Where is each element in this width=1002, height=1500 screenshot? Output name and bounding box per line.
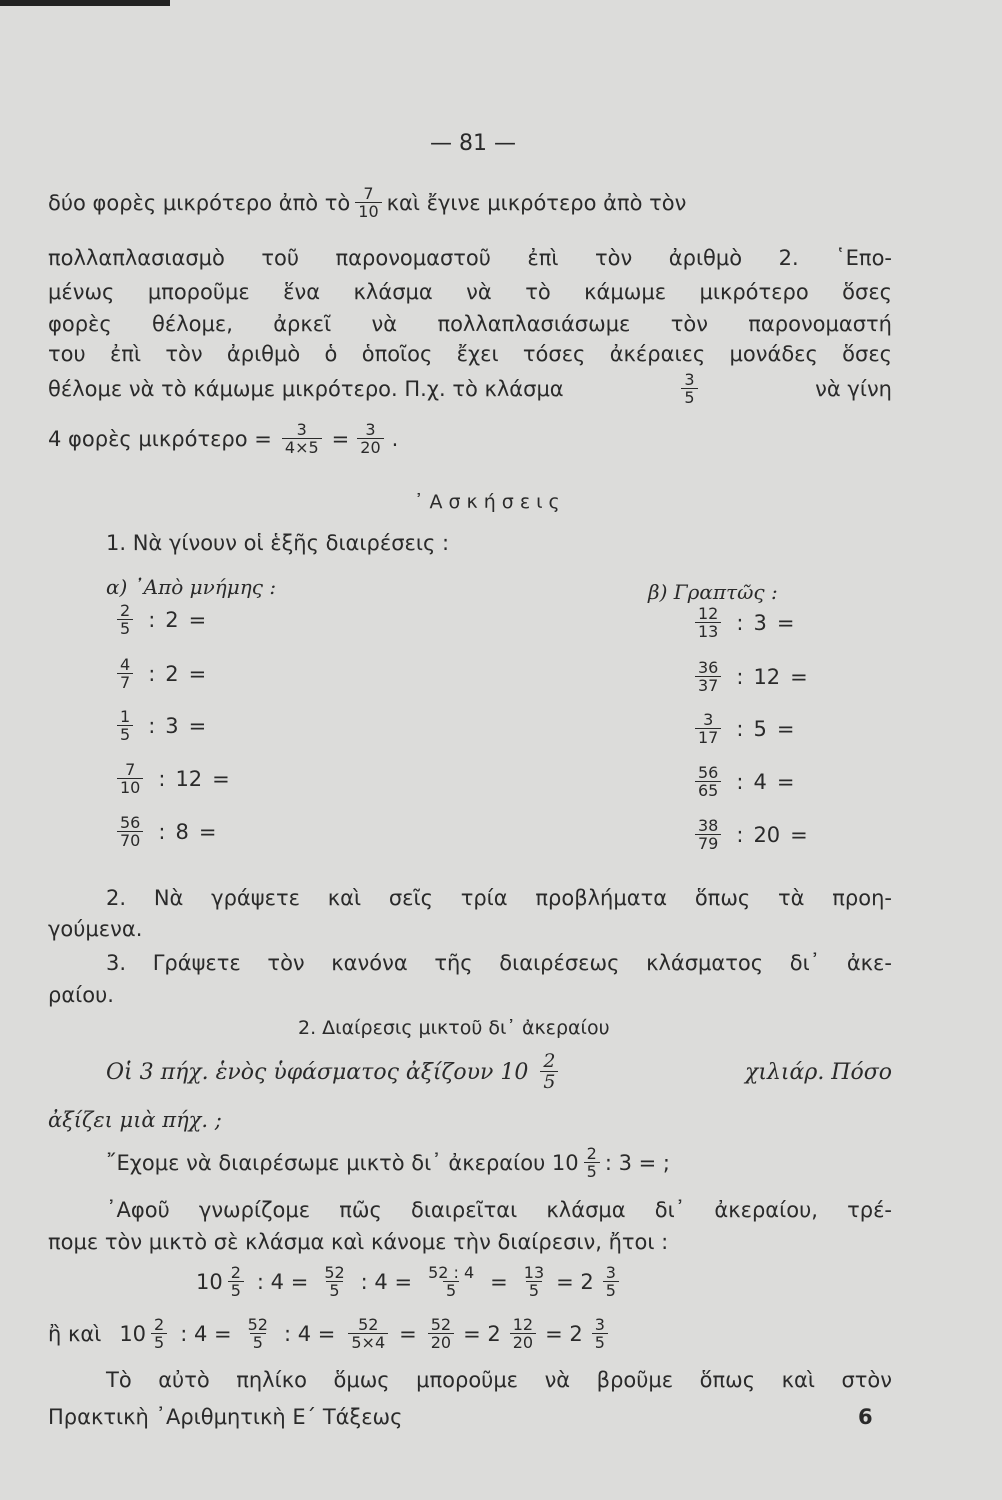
exercise-b-row-1: $\frac{12}{13}$ : 3 = bbox=[690, 606, 804, 640]
exercise-b-row-3: $\frac{3}{17}$ : 5 = bbox=[690, 712, 804, 746]
problem-line-2: ἀξίζει μιὰ πήχ. ; bbox=[48, 1108, 222, 1132]
fraction-3-5: $\frac{3}{5}$ bbox=[681, 372, 697, 406]
exercise-1: 1. Νὰ γίνουν οἱ ἑξῆς διαιρέσεις : bbox=[106, 531, 450, 555]
fraction: $\frac{38}{79}$ bbox=[695, 818, 721, 852]
fraction: $\frac{56}{65}$ bbox=[695, 765, 721, 799]
fraction: $\frac{52}{5}$ bbox=[324, 1263, 345, 1300]
calculation-2: ἢ καὶ 10 $\frac{2}{5}$ : 4 = $\frac{52}{5}$ : 4 = $\frac{52}{5\times 4}$ = $\frac{52}{20}$ = 2 $\frac{12}{20}$ = 2 $\frac{3}{5}$ bbox=[48, 1317, 613, 1351]
exercise-3-line-1: 3. Γράψετε τὸν κανόνα τῆς διαιρέσεως κλάσματος δι᾽ ἀκε- bbox=[106, 951, 892, 975]
exercise-b-row-4: $\frac{56}{65}$ : 4 = bbox=[690, 765, 804, 799]
fraction: $\frac{7}{10}$ bbox=[117, 762, 143, 796]
column-b-label: β) Γραπτῶς : bbox=[648, 580, 778, 604]
fraction: $\frac{36}{37}$ bbox=[695, 660, 721, 694]
calculation-1: 10 $\frac{2}{5}$ : 4 = $\frac{52}{5}$ : 4 = $\frac{52 : 4}{5}$ = $\frac{13}{5}$ = 2 $\frac{3}{5}$ bbox=[196, 1265, 624, 1299]
exercises-heading: ᾽Ασκήσεις bbox=[414, 491, 566, 513]
fraction-3-4x5: $\frac{3}{4\times 5}$ bbox=[282, 422, 322, 456]
intro-line-2: πολλαπλασιασμὸ τοῦ παρονομαστοῦ ἐπὶ τὸν ἀριθμὸ 2. ῾Επο- bbox=[48, 246, 892, 270]
fraction: $\frac{4}{7}$ bbox=[117, 657, 133, 691]
column-a-label: α) ᾽Απὸ μνήμης : bbox=[106, 575, 277, 599]
fraction: $\frac{3}{5}$ bbox=[592, 1317, 608, 1351]
fraction: $\frac{52}{5\times 4}$ bbox=[348, 1317, 388, 1351]
fraction: $\frac{12}{13}$ bbox=[695, 606, 721, 640]
page-number: — 81 — bbox=[430, 131, 516, 156]
intro-line-7: 4 φορὲς μικρότερο = $\frac{3}{4\times 5}$ = $\frac{3}{20}$ . bbox=[48, 420, 399, 457]
footer-title: Πρακτικὴ ᾽Αριθμητικὴ Ε´ Τάξεως bbox=[48, 1405, 403, 1429]
fraction-2-5: $\frac{2}{5}$ bbox=[540, 1052, 558, 1092]
have-line: ῎Εχομε νὰ διαιρέσωμε μικτὸ δι᾽ ἀκεραίου 10 $\frac{2}{5}$ : 3 = ; bbox=[106, 1144, 670, 1181]
since-line-2: πομε τὸν μικτὸ σὲ κλάσμα καὶ κάνομε τὴν διαίρεσιν, ἤτοι : bbox=[48, 1230, 669, 1254]
since-line-1: ᾽Αφοῦ γνωρίζομε πῶς διαιρεῖται κλάσμα δι᾽ ἀκεραίου, τρέ- bbox=[106, 1198, 892, 1222]
fraction-2-5: $\frac{2}{5}$ bbox=[584, 1146, 600, 1180]
fraction: $\frac{2}{5}$ bbox=[117, 603, 133, 637]
fraction: $\frac{52}{20}$ bbox=[428, 1317, 454, 1351]
intro-line-4: φορὲς θέλομε, ἀρκεῖ νὰ πολλαπλασιάσωμε τὸν παρονομαστή bbox=[48, 312, 892, 336]
fraction: $\frac{56}{70}$ bbox=[117, 815, 143, 849]
fraction: $\frac{52 : 4}{5}$ bbox=[428, 1263, 475, 1300]
fraction: $\frac{2}{5}$ bbox=[228, 1265, 244, 1299]
fraction: $\frac{3}{17}$ bbox=[695, 712, 721, 746]
exercise-a-row-4: $\frac{7}{10}$ : 12 = bbox=[112, 762, 240, 796]
fraction: $\frac{3}{5}$ bbox=[603, 1265, 619, 1299]
exercise-a-row-1: $\frac{2}{5}$ : 2 = bbox=[112, 603, 216, 637]
fraction: $\frac{12}{20}$ bbox=[510, 1317, 536, 1351]
intro-line-5: του ἐπὶ τὸν ἀριθμὸ ὁ ὁποῖος ἔχει τόσες ἀκέραιες μονάδες ὅσες bbox=[48, 342, 892, 366]
exercise-b-row-5: $\frac{38}{79}$ : 20 = bbox=[690, 818, 818, 852]
fraction: $\frac{13}{5}$ bbox=[523, 1263, 545, 1300]
fraction-7-10: $\frac{7}{10}$ bbox=[355, 186, 381, 220]
exercise-b-row-2: $\frac{36}{37}$ : 12 = bbox=[690, 660, 818, 694]
exercise-3-line-2: ραίου. bbox=[48, 983, 114, 1007]
intro-line-3: μένως μποροῦμε ἕνα κλάσμα νὰ τὸ κάμωμε μικρότερο ὅσες bbox=[48, 280, 892, 304]
fraction: $\frac{52}{5}$ bbox=[247, 1315, 268, 1352]
exercise-2-line-2: γούμενα. bbox=[48, 917, 143, 941]
fraction: $\frac{2}{5}$ bbox=[151, 1317, 167, 1351]
exercise-2-line-1: 2. Νὰ γράψετε καὶ σεῖς τρία προβλήματα ὅπως τὰ προη- bbox=[106, 886, 892, 910]
fraction-3-20: $\frac{3}{20}$ bbox=[357, 422, 383, 456]
section-title: 2. Διαίρεσις μικτοῦ δι᾽ ἀκεραίου bbox=[298, 1017, 610, 1039]
exercise-a-row-5: $\frac{56}{70}$ : 8 = bbox=[112, 815, 226, 849]
intro-line-1: δύο φορὲς μικρότερο ἀπὸ τὸ $\frac{7}{10}$ καὶ ἔγινε μικρότερο ἀπὸ τὸν bbox=[48, 184, 687, 221]
problem-line-1: Οἱ 3 πήχ. ἑνὸς ὑφάσματος ἀξίζουν 10 $\frac{2}{5}$ χιλιάρ. Πόσο bbox=[106, 1050, 892, 1093]
exercise-a-row-3: $\frac{1}{5}$ : 3 = bbox=[112, 709, 216, 743]
footer-signature-number: 6 bbox=[858, 1405, 873, 1429]
last-line: Τὸ αὐτὸ πηλίκο ὅμως μποροῦμε νὰ βροῦμε ὅπως καὶ στὸν bbox=[106, 1368, 892, 1392]
fraction: $\frac{1}{5}$ bbox=[117, 709, 133, 743]
intro-line-6: θέλομε νὰ τὸ κάμωμε μικρότερο. Π.χ. τὸ κλάσμα $\frac{3}{5}$ νὰ γίνη bbox=[48, 370, 892, 407]
exercise-a-row-2: $\frac{4}{7}$ : 2 = bbox=[112, 657, 216, 691]
